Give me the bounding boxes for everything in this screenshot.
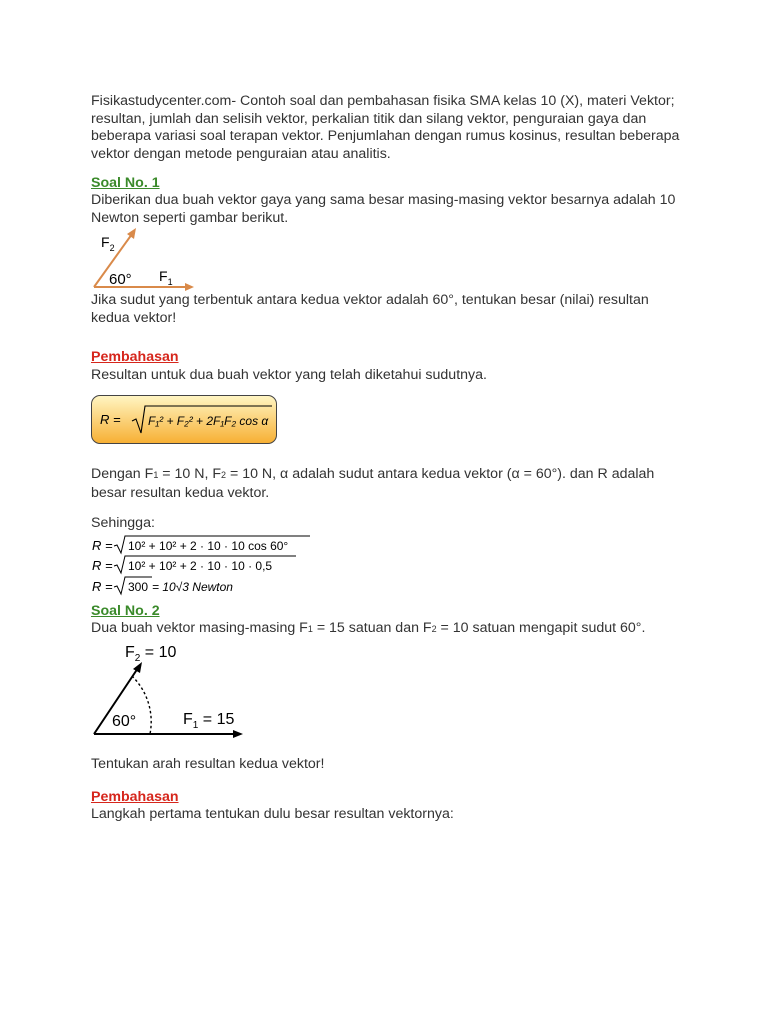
sehingga-label: Sehingga:: [91, 515, 155, 531]
pembahasan-1-text: Resultan untuk dua buah vektor yang telah diketahui sudutnya.: [91, 367, 487, 383]
svg-text:R =: R =: [92, 579, 113, 594]
fig1-f1-label: $F_1$: [159, 268, 173, 287]
pembahasan-2-text: Langkah pertama tentukan dulu besar resultan vektornya:: [91, 806, 454, 822]
vector-diagram-1: [90, 226, 200, 292]
svg-text:10² + 10² + 2 · 10 · 10 · 0,5: 10² + 10² + 2 · 10 · 10 · 0,5: [128, 559, 273, 573]
resultant-formula-box: [91, 395, 277, 444]
given-values-text: Dengan F1 = 10 N, F2 = 10 N, α adalah sudut antara kedua vektor (α = 60°). dan R adalah besar resultan kedua vektor.: [91, 466, 655, 501]
pembahasan-2-heading: Pembahasan: [91, 789, 179, 805]
svg-text:R =: R =: [92, 558, 113, 573]
fig2-f1-label: $F_1 = 15$: [183, 711, 235, 731]
soal-2-heading: Soal No. 2: [91, 603, 160, 619]
fig2-angle-label: 60°: [112, 713, 137, 730]
soal-1-text: Diberikan dua buah vektor gaya yang sama besar masing-masing vektor besarnya adalah 10 Newton seperti gambar berikut.: [91, 192, 676, 226]
svg-text:300: 300: [128, 580, 149, 594]
svg-text:R =: R =: [100, 412, 121, 427]
resultant-formula: [92, 396, 276, 443]
soal-1-question: Jika sudut yang terbentuk antara kedua vektor adalah 60°, tentukan besar (nilai) resultan kedua vektor!: [91, 292, 649, 326]
svg-text:10² + 10² + 2 · 10 · 10 cos 60: 10² + 10² + 2 · 10 · 10 cos 60°: [128, 539, 289, 553]
calc-step-2: [92, 556, 296, 573]
svg-text:= 10√3 Newton: = 10√3 Newton: [152, 580, 233, 594]
fig1-f2-label: $F_2$: [101, 234, 115, 253]
fig2-f2-label: $F_2 = 10$: [125, 644, 177, 664]
calculation-steps: [90, 532, 330, 598]
fig1-angle-label: 60°: [109, 271, 132, 288]
soal-2-text: Dua buah vektor masing-masing F1 = 15 satuan dan F2 = 10 satuan mengapit sudut 60°.: [91, 620, 646, 636]
soal-2-question: Tentukan arah resultan kedua vektor!: [91, 756, 325, 772]
pembahasan-1-heading: Pembahasan: [91, 349, 179, 365]
svg-text:F₁² + F₂² + 2F₁F₂ cos α: F₁² + F₂² + 2F₁F₂ cos α: [148, 414, 269, 428]
vector-diagram-2: [88, 638, 258, 742]
svg-text:R =: R =: [92, 538, 113, 553]
calc-step-1: [92, 536, 310, 553]
calc-step-3: [92, 577, 233, 594]
intro-paragraph: Fisikastudycenter.com- Contoh soal dan pembahasan fisika SMA kelas 10 (X), materi Vektor; resultan, jumlah dan selisih vektor, perkalian titik dan silang vektor, penguraian gaya dan beberapa variasi soal terapan vektor. Penjumlahan dengan rumus kosinus, resultan beberapa vektor dengan metode penguraian atau analitis.: [91, 93, 680, 162]
soal-1-heading: Soal No. 1: [91, 175, 160, 191]
